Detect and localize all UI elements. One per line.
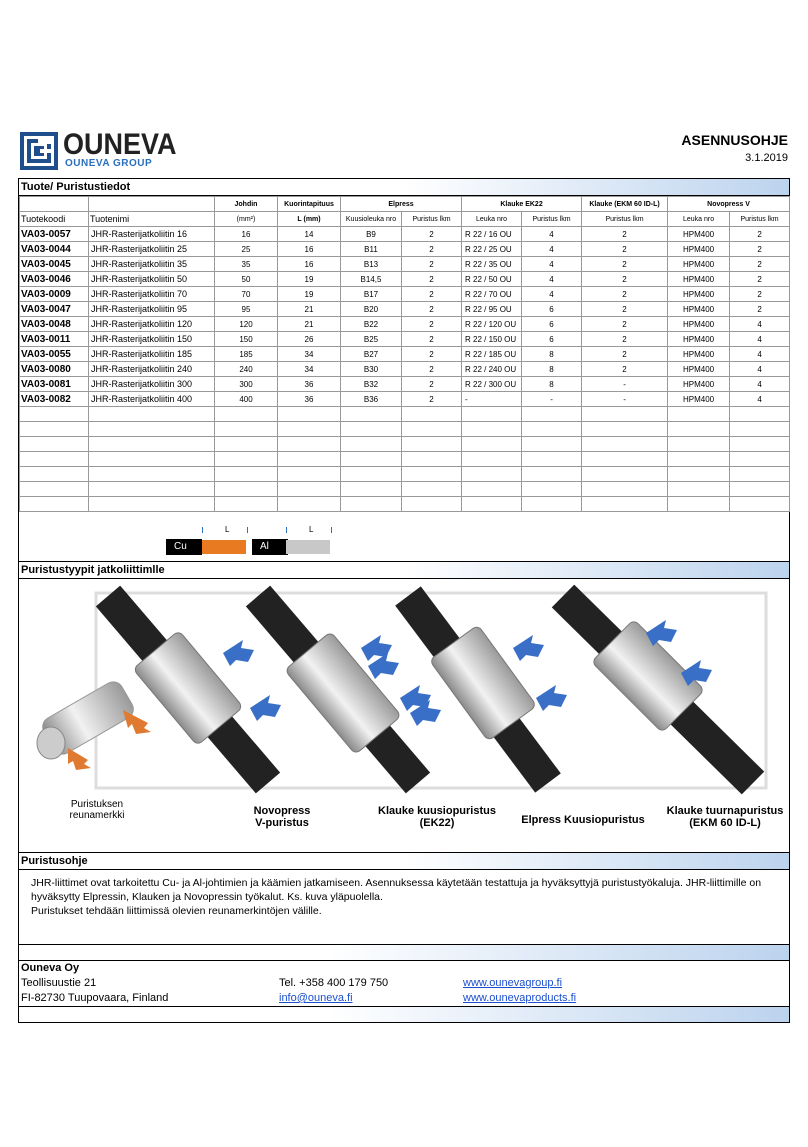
- cell-nv-leuka: HPM400: [668, 287, 730, 302]
- col-novo-leuka: Leuka nro: [668, 212, 730, 227]
- cell-el-lkm: 2: [402, 272, 462, 287]
- cu-dim-label: L: [225, 525, 230, 534]
- cell-el-lkm: 2: [402, 377, 462, 392]
- cell-code: VA03-0055: [20, 347, 89, 362]
- cell-ek-leuka: R 22 / 70 OU: [462, 287, 522, 302]
- cell-el-lkm: 2: [402, 362, 462, 377]
- cell-ek-lkm: 4: [522, 242, 582, 257]
- cell-nv-lkm: 2: [730, 302, 790, 317]
- cell-johdin: 150: [215, 332, 278, 347]
- cell-ek-leuka: R 22 / 35 OU: [462, 257, 522, 272]
- table-row: [20, 347, 790, 362]
- product-section: [18, 178, 790, 562]
- cell-johdin: 300: [215, 377, 278, 392]
- table-row: [20, 377, 790, 392]
- cell-ekm-lkm: 2: [582, 347, 668, 362]
- cell-el-leuka: B32: [341, 377, 402, 392]
- instructions-p1: JHR-liittimet ovat tarkoitettu Cu- ja Al-johtimien ja käämien jatkamiseen. Asennuksessa käytetään testattuja ja hyväksyttyjä puristustyökaluja. JHR-liittimille on hyväksytty Elpressin, Klauken ja Novopressin työkalut. Ks. kuva yläpuolella.: [31, 877, 762, 903]
- cell-code: VA03-0080: [20, 362, 89, 377]
- cu-label: Cu: [166, 539, 202, 555]
- cell-ekm-lkm: 2: [582, 317, 668, 332]
- elpress-caption-line1: Elpress Kuusiopuristus: [521, 814, 645, 826]
- cell-L: 14: [278, 227, 341, 242]
- edge-mark-line2: reunamerkki: [69, 810, 125, 821]
- cell-nv-leuka: HPM400: [668, 242, 730, 257]
- cell-el-lkm: 2: [402, 242, 462, 257]
- cell-el-leuka: B14,5: [341, 272, 402, 287]
- press-section-title: Puristustyypit jatkoliittimlle: [19, 562, 789, 579]
- cell-name: JHR-Rasterijatkoliitin 35: [89, 257, 215, 272]
- cell-L: 34: [278, 347, 341, 362]
- instructions-body: [19, 870, 789, 918]
- cell-johdin: 16: [215, 227, 278, 242]
- col-elpress: Elpress: [341, 197, 462, 212]
- col-ek22: Klauke EK22: [462, 197, 582, 212]
- col-kuori: Kuorintapituus: [278, 197, 341, 212]
- table-row: [20, 317, 790, 332]
- company-logo: [20, 128, 177, 174]
- cell-el-leuka: B22: [341, 317, 402, 332]
- cell-el-leuka: B11: [341, 242, 402, 257]
- cell-nv-lkm: 2: [730, 242, 790, 257]
- al-dim: [286, 527, 332, 533]
- cell-ekm-lkm: 2: [582, 257, 668, 272]
- table-row: [20, 332, 790, 347]
- cell-code: VA03-0057: [20, 227, 89, 242]
- cell-nv-lkm: 4: [730, 317, 790, 332]
- cell-el-lkm: 2: [402, 347, 462, 362]
- cell-johdin: 50: [215, 272, 278, 287]
- elpress-caption: [508, 814, 658, 826]
- al-dim-label: L: [309, 525, 314, 534]
- cell-ek-lkm: 6: [522, 332, 582, 347]
- instructions-title: Puristusohje: [19, 853, 789, 870]
- cell-code: VA03-0044: [20, 242, 89, 257]
- cell-ek-leuka: R 22 / 240 OU: [462, 362, 522, 377]
- cell-ek-lkm: 8: [522, 362, 582, 377]
- cell-L: 21: [278, 317, 341, 332]
- cell-name: JHR-Rasterijatkoliitin 400: [89, 392, 215, 407]
- cell-L: 16: [278, 257, 341, 272]
- novopress-caption-line1: Novopress: [253, 805, 311, 817]
- edge-mark-caption: [52, 799, 142, 821]
- cell-L: 16: [278, 242, 341, 257]
- cell-name: JHR-Rasterijatkoliitin 150: [89, 332, 215, 347]
- cell-ek-lkm: 4: [522, 227, 582, 242]
- cell-nv-leuka: HPM400: [668, 257, 730, 272]
- cell-el-lkm: 2: [402, 287, 462, 302]
- cell-ekm-lkm: 2: [582, 227, 668, 242]
- cell-el-leuka: B30: [341, 362, 402, 377]
- cell-el-lkm: 2: [402, 317, 462, 332]
- edge-mark-line1: Puristuksen: [70, 799, 124, 810]
- cell-ek-lkm: 4: [522, 272, 582, 287]
- cell-ekm-lkm: 2: [582, 272, 668, 287]
- cell-johdin: 95: [215, 302, 278, 317]
- footer-company: Ouneva Oy: [21, 962, 80, 974]
- ek22-caption-line2: (EK22): [419, 817, 455, 829]
- col-elpress-leuka: Kuusioleuka nro: [341, 212, 402, 227]
- cell-nv-lkm: 4: [730, 377, 790, 392]
- cell-L: 36: [278, 392, 341, 407]
- cell-nv-lkm: 4: [730, 347, 790, 362]
- cell-nv-leuka: HPM400: [668, 332, 730, 347]
- cell-ek-leuka: R 22 / 150 OU: [462, 332, 522, 347]
- cell-ekm-lkm: 2: [582, 242, 668, 257]
- col-ek22-leuka: Leuka nro: [462, 212, 522, 227]
- ek22-caption: [362, 805, 512, 829]
- cell-ekm-lkm: -: [582, 392, 668, 407]
- table-row: [20, 287, 790, 302]
- footer-street: Teollisuustie 21: [21, 977, 97, 989]
- cell-ekm-lkm: 2: [582, 287, 668, 302]
- table-row: [20, 272, 790, 287]
- cell-name: JHR-Rasterijatkoliitin 300: [89, 377, 215, 392]
- cell-nv-lkm: 2: [730, 272, 790, 287]
- cell-el-leuka: B17: [341, 287, 402, 302]
- table-row: [20, 362, 790, 377]
- cell-L: 21: [278, 302, 341, 317]
- cell-el-lkm: 2: [402, 257, 462, 272]
- novopress-caption-line2: V-puristus: [255, 817, 309, 829]
- cell-nv-leuka: HPM400: [668, 227, 730, 242]
- cell-johdin: 35: [215, 257, 278, 272]
- empty-row: [20, 437, 790, 452]
- empty-row: [20, 407, 790, 422]
- cell-code: VA03-0082: [20, 392, 89, 407]
- cell-ek-leuka: R 22 / 185 OU: [462, 347, 522, 362]
- footer-band-bottom: [18, 1006, 790, 1023]
- cell-code: VA03-0009: [20, 287, 89, 302]
- col-code: Tuotekoodi: [20, 212, 89, 227]
- cell-name: JHR-Rasterijatkoliitin 95: [89, 302, 215, 317]
- cell-johdin: 25: [215, 242, 278, 257]
- cell-ekm-lkm: -: [582, 377, 668, 392]
- footer-phone: Tel. +358 400 179 750: [279, 977, 389, 989]
- col-ek22-lkm: Puristus lkm: [522, 212, 582, 227]
- cell-ek-leuka: R 22 / 25 OU: [462, 242, 522, 257]
- cell-ek-lkm: 8: [522, 377, 582, 392]
- instructions-p2: Puristukset tehdään liittimissä olevien reunamerkintöjen välille.: [31, 905, 322, 917]
- cell-el-leuka: B36: [341, 392, 402, 407]
- table-row: [20, 257, 790, 272]
- footer-email-link[interactable]: info@ouneva.fi: [279, 992, 353, 1004]
- cell-name: JHR-Rasterijatkoliitin 120: [89, 317, 215, 332]
- al-bar: [286, 540, 330, 554]
- document-date: 3.1.2019: [745, 152, 788, 164]
- table-row: [20, 227, 790, 242]
- cell-name: JHR-Rasterijatkoliitin 240: [89, 362, 215, 377]
- product-section-title: Tuote/ Puristustiedot: [19, 179, 789, 196]
- cell-name: JHR-Rasterijatkoliitin 70: [89, 287, 215, 302]
- cell-nv-lkm: 4: [730, 392, 790, 407]
- cell-ekm-lkm: 2: [582, 362, 668, 377]
- logo-name: OUNEVA: [63, 128, 177, 161]
- footer-web1-link[interactable]: www.ounevagroup.fi: [463, 977, 563, 989]
- novopress-caption: [222, 805, 342, 829]
- cell-L: 19: [278, 272, 341, 287]
- col-name: Tuotenimi: [89, 212, 215, 227]
- cell-name: JHR-Rasterijatkoliitin 25: [89, 242, 215, 257]
- cell-el-lkm: 2: [402, 392, 462, 407]
- col-novo: Novopress V: [668, 197, 790, 212]
- cell-nv-leuka: HPM400: [668, 317, 730, 332]
- col-ekm-lkm: Puristus lkm: [582, 212, 668, 227]
- product-table: [19, 196, 790, 512]
- cell-nv-lkm: 4: [730, 362, 790, 377]
- table-row: [20, 392, 790, 407]
- cell-el-leuka: B27: [341, 347, 402, 362]
- cell-ek-leuka: R 22 / 120 OU: [462, 317, 522, 332]
- cell-ek-lkm: 4: [522, 257, 582, 272]
- cu-dim: [202, 527, 248, 533]
- cell-nv-lkm: 2: [730, 227, 790, 242]
- ekm-caption: [655, 805, 795, 829]
- cell-ekm-lkm: 2: [582, 332, 668, 347]
- cell-code: VA03-0045: [20, 257, 89, 272]
- ek22-caption-line1: Klauke kuusiopuristus: [378, 805, 496, 817]
- al-label: Al: [252, 539, 288, 555]
- cell-johdin: 400: [215, 392, 278, 407]
- cell-nv-leuka: HPM400: [668, 302, 730, 317]
- cell-el-leuka: B9: [341, 227, 402, 242]
- document-title: ASENNUSOHJE: [681, 132, 788, 148]
- cell-L: 26: [278, 332, 341, 347]
- ekm-caption-line2: (EKM 60 ID-L): [689, 817, 761, 829]
- cell-ek-leuka: R 22 / 300 OU: [462, 377, 522, 392]
- cell-nv-lkm: 2: [730, 257, 790, 272]
- instructions-section: [18, 852, 790, 945]
- empty-row: [20, 497, 790, 512]
- footer-band-top: [18, 944, 790, 961]
- col-johdin-unit: (mm²): [215, 212, 278, 227]
- col-novo-lkm: Puristus lkm: [730, 212, 790, 227]
- cell-code: VA03-0011: [20, 332, 89, 347]
- col-elpress-lkm: Puristus lkm: [402, 212, 462, 227]
- cell-code: VA03-0046: [20, 272, 89, 287]
- col-johdin: Johdin: [215, 197, 278, 212]
- cell-L: 36: [278, 377, 341, 392]
- cell-el-lkm: 2: [402, 302, 462, 317]
- cell-el-lkm: 2: [402, 227, 462, 242]
- cell-code: VA03-0047: [20, 302, 89, 317]
- cell-johdin: 240: [215, 362, 278, 377]
- footer-web2-link[interactable]: www.ounevaproducts.fi: [463, 992, 577, 1004]
- cell-johdin: 185: [215, 347, 278, 362]
- cell-ek-lkm: 4: [522, 287, 582, 302]
- cell-el-leuka: B13: [341, 257, 402, 272]
- empty-row: [20, 422, 790, 437]
- col-ekm: Klauke (EKM 60 ID-L): [582, 197, 668, 212]
- cell-nv-leuka: HPM400: [668, 377, 730, 392]
- cell-nv-leuka: HPM400: [668, 362, 730, 377]
- cell-ek-lkm: 8: [522, 347, 582, 362]
- cell-ek-leuka: R 22 / 95 OU: [462, 302, 522, 317]
- cell-name: JHR-Rasterijatkoliitin 16: [89, 227, 215, 242]
- cell-el-lkm: 2: [402, 332, 462, 347]
- ouneva-logo-icon: [20, 132, 58, 170]
- cell-nv-leuka: HPM400: [668, 392, 730, 407]
- footer-city: FI-82730 Tuupovaara, Finland: [21, 992, 169, 1004]
- cell-nv-leuka: HPM400: [668, 272, 730, 287]
- cell-johdin: 70: [215, 287, 278, 302]
- cell-L: 19: [278, 287, 341, 302]
- cell-name: JHR-Rasterijatkoliitin 185: [89, 347, 215, 362]
- cell-ek-lkm: 6: [522, 302, 582, 317]
- table-row: [20, 302, 790, 317]
- table-row: [20, 242, 790, 257]
- cell-el-leuka: B20: [341, 302, 402, 317]
- empty-row: [20, 467, 790, 482]
- material-legend: [166, 517, 346, 553]
- empty-row: [20, 482, 790, 497]
- footer-section: [18, 960, 790, 1007]
- cell-johdin: 120: [215, 317, 278, 332]
- cell-ekm-lkm: 2: [582, 302, 668, 317]
- cell-nv-lkm: 2: [730, 287, 790, 302]
- logo-subtitle: OUNEVA GROUP: [65, 158, 153, 169]
- cell-el-leuka: B25: [341, 332, 402, 347]
- cell-ek-leuka: R 22 / 16 OU: [462, 227, 522, 242]
- cell-ek-leuka: R 22 / 50 OU: [462, 272, 522, 287]
- cell-nv-lkm: 4: [730, 332, 790, 347]
- cell-code: VA03-0081: [20, 377, 89, 392]
- cell-name: JHR-Rasterijatkoliitin 50: [89, 272, 215, 287]
- cell-ek-leuka: -: [462, 392, 522, 407]
- cu-bar: [202, 540, 246, 554]
- cell-code: VA03-0048: [20, 317, 89, 332]
- cell-ek-lkm: -: [522, 392, 582, 407]
- cell-L: 34: [278, 362, 341, 377]
- empty-row: [20, 452, 790, 467]
- ekm-caption-line1: Klauke tuurnapuristus: [666, 805, 784, 817]
- col-kuori-unit: L (mm): [278, 212, 341, 227]
- cell-nv-leuka: HPM400: [668, 347, 730, 362]
- cell-ek-lkm: 6: [522, 317, 582, 332]
